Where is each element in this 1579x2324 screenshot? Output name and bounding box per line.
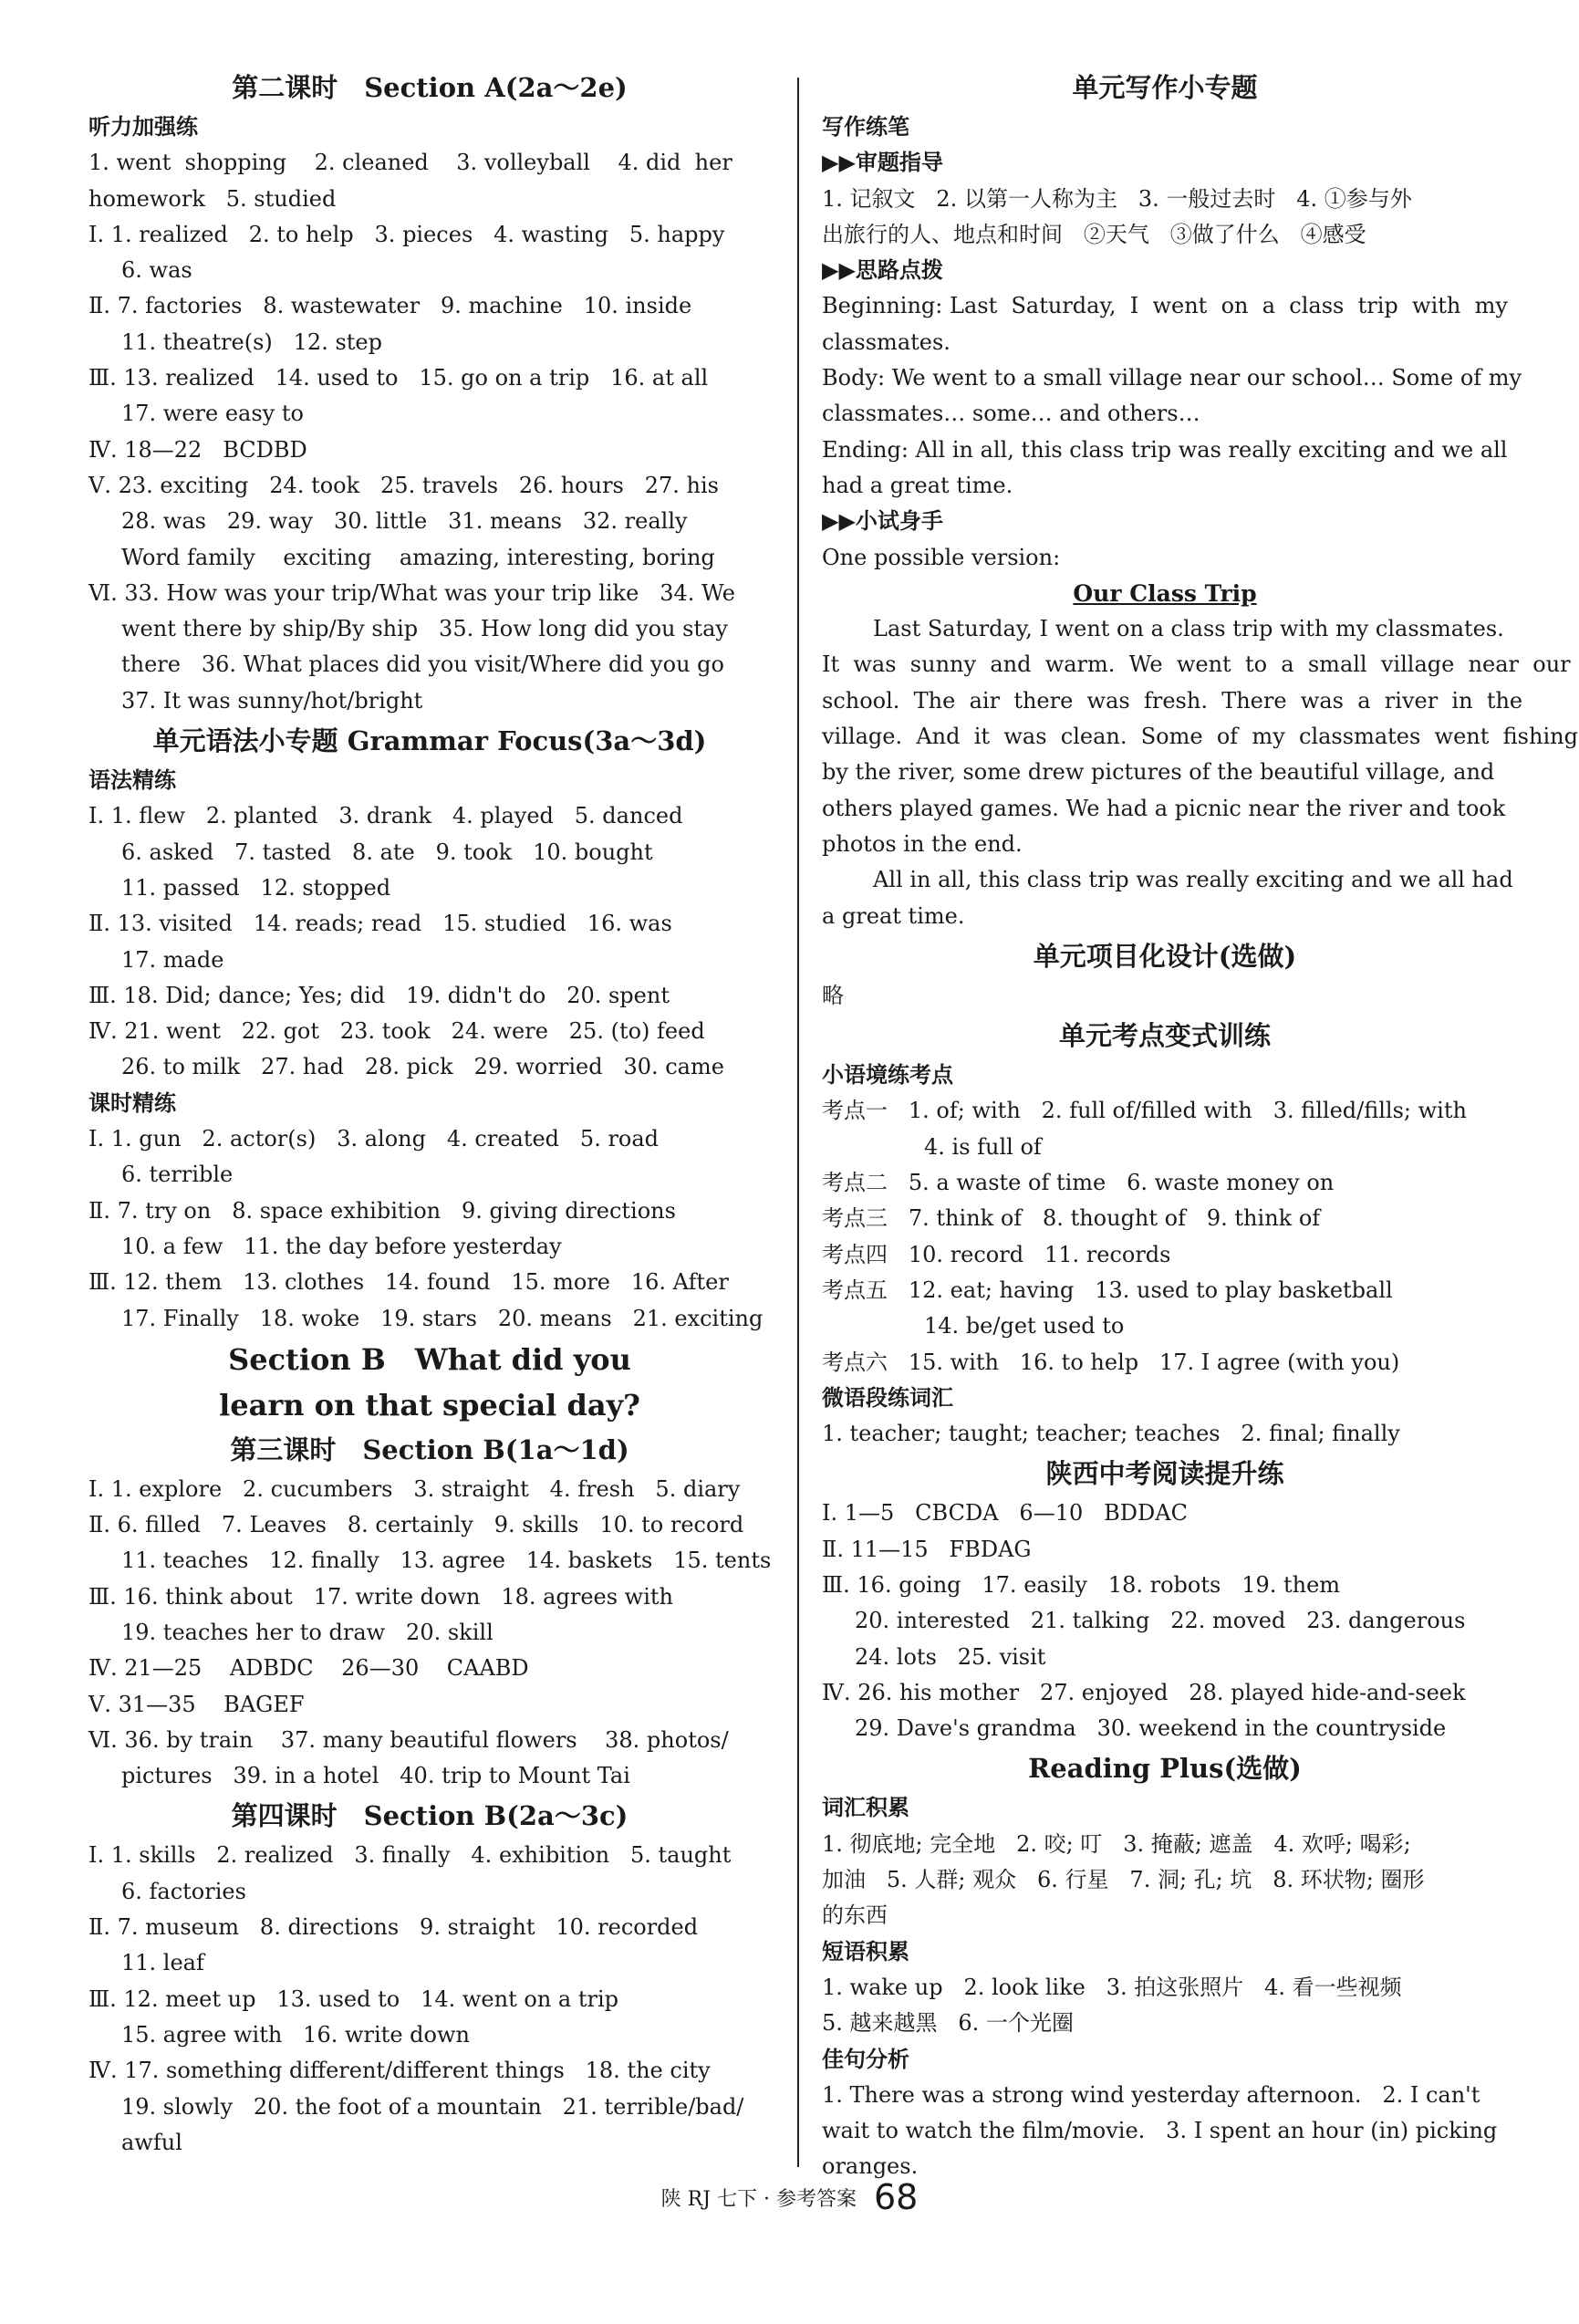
answer-line: Beginning: Last Saturday, I went on a class trip with my [822, 293, 1508, 319]
answer-line: 11. teaches 12. finally 13. agree 14. baskets 15. tents [121, 1548, 772, 1574]
answer-line: village. And it was clean. Some of my classmates went fishing [822, 724, 1578, 750]
answer-line: 4. is full of [924, 1133, 1042, 1160]
answer-line: Ending: All in all, this class trip was really exciting and we all [822, 436, 1508, 463]
answer-line: Ⅲ. 12. meet up 13. used to 14. went on a trip [88, 1985, 618, 2012]
section-heading: 单元考点变式训练 [1058, 1020, 1271, 1052]
subsection-label: 小语境练考点 [822, 1062, 953, 1089]
answer-line: oranges. [822, 2153, 919, 2180]
section-heading: 陕西中考阅读提升练 [1045, 1458, 1284, 1490]
answer-line: 1. 彻底地; 完全地 2. 咬; 叮 3. 掩蔽; 遮盖 4. 欢呼; 喝彩; [822, 1830, 1411, 1857]
answer-line: 的东西 [822, 1902, 888, 1929]
answer-line: Ⅱ. 11—15 FBDAG [822, 1536, 1032, 1562]
answer-line: 17. Finally 18. woke 19. stars 20. means 21. exciting [121, 1305, 764, 1331]
answer-line: Ⅲ. 12. them 13. clothes 14. found 15. more 16. After [88, 1269, 729, 1296]
answer-line: Ⅴ. 23. exciting 24. took 25. travels 26. hours 27. his [88, 472, 719, 498]
section-heading: learn on that special day? [219, 1387, 640, 1423]
answer-line: Ⅰ. 1—5 CBCDA 6—10 BDDAC [822, 1500, 1188, 1527]
answer-line: 考点二 5. a waste of time 6. waste money on [822, 1170, 1335, 1196]
section-heading: 第二课时 Section A(2a～2e) [232, 72, 628, 103]
answer-line: wait to watch the film/movie. 3. I spent an hour (in) picking [822, 2118, 1498, 2144]
answer-line: 1. teacher; taught; teacher; teaches 2. final; finally [822, 1421, 1400, 1447]
answer-line: school. The air there was fresh. There was a river in the [822, 687, 1523, 714]
section-heading: 第三课时 Section B(1a～1d) [230, 1433, 629, 1465]
answer-line: One possible version: [822, 544, 1061, 570]
answer-line: Ⅱ. 7. factories 8. wastewater 9. machine 10. inside [88, 293, 692, 319]
subsection-label: 语法精练 [88, 767, 176, 794]
answer-line: classmates… some… and others… [822, 401, 1200, 427]
answer-line: Ⅲ. 16. think about 17. write down 18. agrees with [88, 1583, 673, 1610]
answer-line: pictures 39. in a hotel 40. trip to Mount Tai [121, 1763, 630, 1789]
answer-line: Word family exciting amazing, interesting, boring [121, 544, 715, 570]
answer-line: Ⅰ. 1. explore 2. cucumbers 3. straight 4. fresh 5. diary [88, 1475, 741, 1502]
answer-line: others played games. We had a picnic near the river and took [822, 795, 1506, 821]
answer-line: 11. passed 12. stopped [121, 874, 391, 901]
subsection-label: ▶▶小试身手 [822, 508, 943, 535]
answer-line: 加油 5. 人群; 观众 6. 行星 7. 洞; 孔; 坑 8. 环状物; 圈形 [822, 1867, 1425, 1893]
page-footer [0, 2179, 1579, 2218]
answer-line: 1. There was a strong wind yesterday afternoon. 2. I can't [822, 2081, 1480, 2108]
answer-line: photos in the end. [822, 830, 1023, 857]
answer-line: 14. be/get used to [924, 1313, 1125, 1339]
subsection-label: 写作练笔 [822, 114, 909, 140]
answer-line: Ⅲ. 13. realized 14. used to 15. go on a trip 16. at all [88, 365, 709, 391]
answer-line: Ⅱ. 6. filled 7. Leaves 8. certainly 9. skills 10. to record [88, 1512, 744, 1538]
answer-line: classmates. [822, 328, 951, 355]
answer-line: by the river, some drew pictures of the beautiful village, and [822, 759, 1495, 786]
answer-line: 17. made [121, 946, 224, 973]
answer-line: 1. wake up 2. look like 3. 拍这张照片 4. 看一些视频 [822, 1974, 1402, 2000]
answer-line: homework 5. studied [88, 185, 337, 212]
answer-line: 6. was [121, 257, 192, 284]
subsection-label: 短语积累 [822, 1938, 909, 1964]
answer-line: Ⅱ. 7. museum 8. directions 9. straight 10. recorded [88, 1914, 699, 1941]
answer-line: 考点三 7. think of 8. thought of 9. think of [822, 1205, 1321, 1232]
answer-line: 考点一 1. of; with 2. full of/filled with 3. filled/fills; with [822, 1098, 1467, 1124]
section-heading: Section B What did you [228, 1341, 631, 1377]
column-divider [797, 78, 799, 2167]
answer-line: 6. factories [121, 1878, 246, 1904]
answer-line: Ⅲ. 18. Did; dance; Yes; did 19. didn't do 20. spent [88, 982, 670, 1008]
answer-line: 考点四 10. record 11. records [822, 1241, 1171, 1267]
answer-line: 考点五 12. eat; having 13. used to play basketball [822, 1277, 1393, 1303]
answer-line: 1. 记叙文 2. 以第一人称为主 3. 一般过去时 4. ①参与外 [822, 185, 1412, 212]
section-heading: 单元项目化设计(选做) [1033, 940, 1297, 972]
answer-line: 19. teaches her to draw 20. skill [121, 1619, 493, 1645]
essay-paragraph: Last Saturday, I went on a class trip with my classmates. [873, 616, 1504, 642]
answer-line: 5. 越来越黑 6. 一个光圈 [822, 2010, 1074, 2037]
essay-paragraph: All in all, this class trip was really exciting and we all had [873, 867, 1513, 893]
subsection-label: 佳句分析 [822, 2046, 909, 2072]
answer-line: 37. It was sunny/hot/bright [121, 687, 423, 714]
answer-line: 略 [822, 982, 844, 1008]
subsection-label: ▶▶审题指导 [822, 150, 943, 176]
answer-line: awful [121, 2129, 182, 2155]
answer-line: Ⅴ. 31—35 BAGEF [88, 1691, 305, 1717]
answer-line: 1. went shopping 2. cleaned 3. volleyball 4. did her [88, 150, 732, 176]
subsection-label: 听力加强练 [88, 114, 198, 140]
page-number: 68 [874, 2177, 919, 2217]
answer-line: a great time. [822, 902, 965, 929]
answer-line: 出旅行的人、地点和时间 ②天气 ③做了什么 ④感受 [822, 221, 1366, 247]
subsection-label: 词汇积累 [822, 1795, 909, 1821]
answer-line: there 36. What places did you visit/Where did you go [121, 651, 724, 678]
left-column [88, 66, 771, 2161]
answer-line: Ⅵ. 33. How was your trip/What was your trip like 34. We [88, 579, 735, 606]
answer-line: Ⅰ. 1. flew 2. planted 3. drank 4. played 5. danced [88, 803, 683, 829]
answer-line: 6. terrible [121, 1162, 234, 1188]
answer-line: 11. theatre(s) 12. step [121, 328, 382, 355]
subsection-label: 微语段练词汇 [822, 1384, 953, 1411]
answer-line: Ⅵ. 36. by train 37. many beautiful flowers 38. photos/ [88, 1726, 729, 1753]
answer-line: 11. leaf [121, 1950, 204, 1976]
answer-line: Ⅳ. 21—25 ADBDC 26—30 CAABD [88, 1655, 529, 1682]
section-heading: 单元写作小专题 [1072, 72, 1258, 103]
answer-line: 28. was 29. way 30. little 31. means 32. really [121, 508, 688, 535]
answer-line: Ⅱ. 13. visited 14. reads; read 15. studied 16. was [88, 911, 672, 937]
answer-line: 20. interested 21. talking 22. moved 23. dangerous [855, 1608, 1466, 1634]
answer-line: 26. to milk 27. had 28. pick 29. worried 30. came [121, 1054, 724, 1080]
answer-line: 10. a few 11. the day before yesterday [121, 1233, 562, 1259]
answer-line: It was sunny and warm. We went to a small village near our [822, 651, 1571, 678]
answer-line: 考点六 15. with 16. to help 17. I agree (with you) [822, 1349, 1400, 1375]
answer-line: 15. agree with 16. write down [121, 2021, 470, 2048]
answer-line: Ⅳ. 26. his mother 27. enjoyed 28. played hide-and-seek [822, 1679, 1466, 1705]
subsection-label: ▶▶思路点拨 [822, 257, 943, 284]
answer-line: 29. Dave's grandma 30. weekend in the countryside [855, 1715, 1447, 1742]
answer-line: 24. lots 25. visit [855, 1643, 1046, 1670]
footer-label: 陕 RJ 七下 · 参考答案 [660, 2188, 857, 2211]
answer-line: Ⅰ. 1. gun 2. actor(s) 3. along 4. created 5. road [88, 1126, 660, 1152]
answer-line: Ⅲ. 16. going 17. easily 18. robots 19. them [822, 1571, 1341, 1598]
section-heading: 单元语法小专题 Grammar Focus(3a～3d) [152, 725, 707, 757]
section-heading: 第四课时 Section B(2a～3c) [231, 1800, 628, 1832]
answer-line: Ⅰ. 1. realized 2. to help 3. pieces 4. wasting 5. happy [88, 221, 725, 247]
essay-title: Our Class Trip [1073, 579, 1257, 607]
answer-line: had a great time. [822, 472, 1013, 498]
answer-line: went there by ship/By ship 35. How long did you stay [121, 616, 728, 642]
answer-line: Body: We went to a small village near our school… Some of my [822, 365, 1522, 391]
answer-line: 17. were easy to [121, 401, 304, 427]
answer-line: Ⅳ. 17. something different/different things 18. the city [88, 2058, 711, 2084]
answer-line: Ⅳ. 18—22 BCDBD [88, 436, 307, 463]
answer-line: 6. asked 7. tasted 8. ate 9. took 10. bought [121, 839, 653, 865]
right-column [822, 66, 1578, 2185]
section-heading: Reading Plus(选做) [1028, 1753, 1302, 1785]
subsection-label: 课时精练 [88, 1089, 176, 1116]
answer-line: 19. slowly 20. the foot of a mountain 21. terrible/bad/ [121, 2093, 744, 2120]
answer-line: Ⅱ. 7. try on 8. space exhibition 9. giving directions [88, 1197, 676, 1224]
answer-line: Ⅰ. 1. skills 2. realized 3. finally 4. exhibition 5. taught [88, 1842, 732, 1869]
answer-line: Ⅳ. 21. went 22. got 23. took 24. were 25. (to) feed [88, 1018, 705, 1045]
